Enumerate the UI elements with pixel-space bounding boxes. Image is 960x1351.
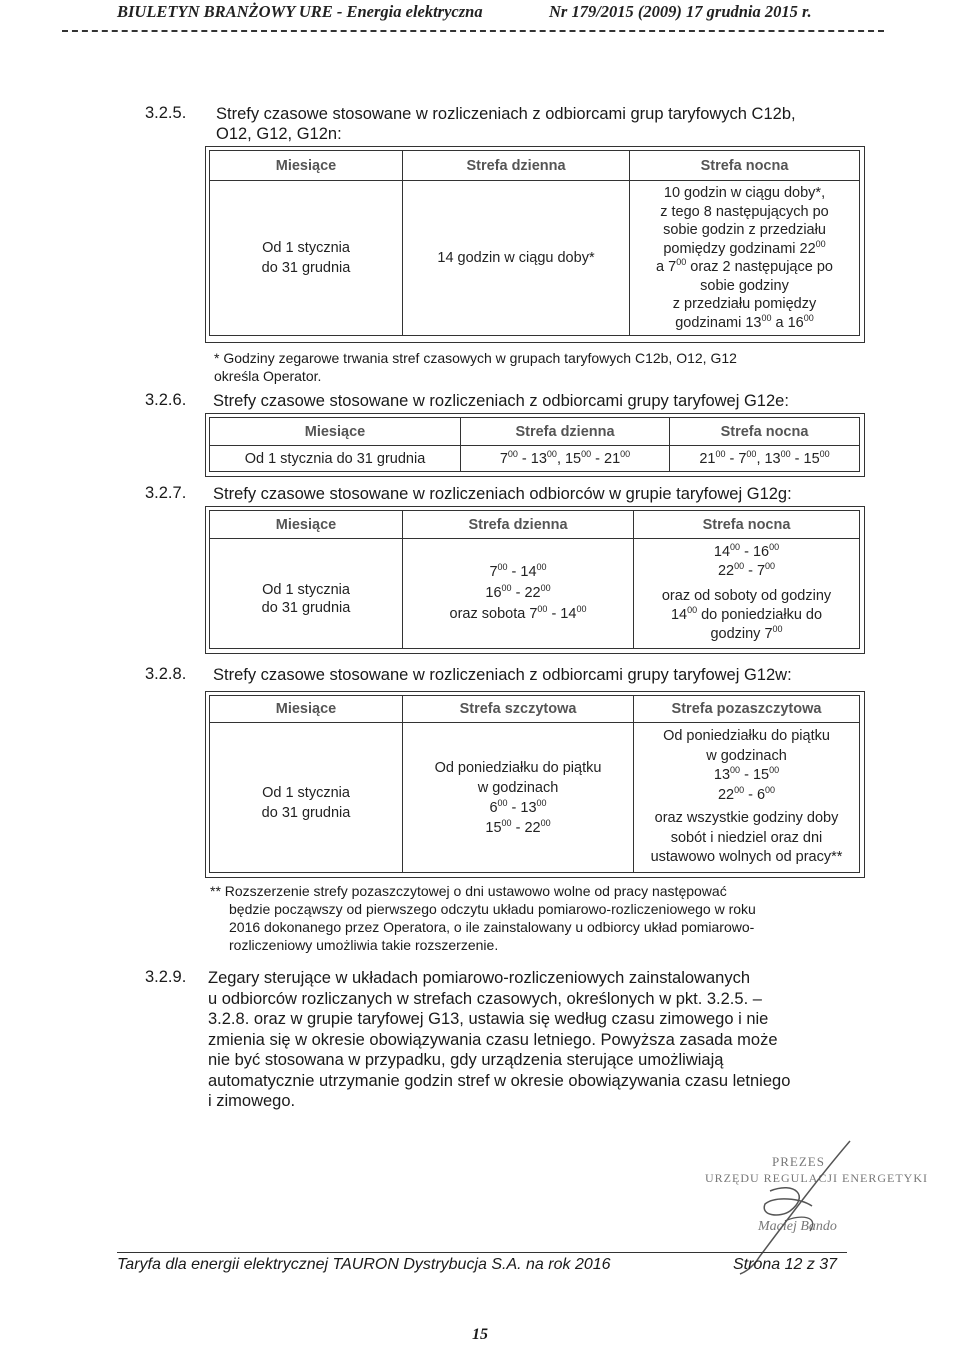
- header-day-zone: Strefa dzienna: [403, 151, 630, 181]
- section-number-328: 3.2.8.: [145, 665, 187, 683]
- stamp-office: URZĘDU REGULACJI ENERGETYKI: [705, 1171, 928, 1185]
- section-title-328: Strefy czasowe stosowane w rozliczeniach z odbiorcami grupy taryfowej G12w:: [213, 666, 792, 684]
- table-327: [209, 510, 860, 649]
- header-divider: [62, 30, 884, 32]
- night-zone-cell: $21^{00} - 7^{00}$, $13^{00} - 15^{00}$: [670, 446, 860, 472]
- night-zone-cell: 10 godzin w ciągu doby*, z tego 8 następujących po sobie godzin z przedziału pomiędzy godzinami $22^{00}$ a $7^{00}$ oraz 2 następujące po sobie godziny z przedziału pomiędzy godzinami $13^{00}$ a $16^{00}$: [630, 181, 860, 336]
- header-day-zone: Strefa dzienna: [461, 418, 670, 446]
- section-number-327: 3.2.7.: [145, 484, 187, 502]
- offpeak-zone-cell: Od poniedziałku do piątku w godzinach $13^{00} - 15^{00}$ $22^{00} - 6^{00}$ oraz wszystkie godziny doby sobót i niedziel oraz dni ustawowo wolnych od pracy**: [634, 723, 860, 873]
- day-zone-cell: $7^{00} - 14^{00}$ $16^{00} - 22^{00}$ oraz sobota $7^{00} - 14^{00}$: [403, 539, 634, 649]
- signature-icon: [700, 1136, 880, 1276]
- section-body-329: Zegary sterujące w układach pomiarowo-rozliczeniowych zainstalowanych u odbiorców rozliczanych w strefach czasowych, określonych w pkt. 3.2.5. – 3.2.8. oraz w grupie taryfowej G13, ustawia się według czasu zimowego i nie zmienia się w okresie obowiązywania czasu letniego. Powyższa zasada może nie być stosowana w przypadku, gdy urządzenia sterujące umożliwiają automatycznie utrzymanie godzin stref w okresie obowiązywania czasu letniego i zimowego.: [208, 969, 791, 1110]
- header-day-zone: Strefa dzienna: [403, 511, 634, 539]
- bulletin-title: BIULETYN BRANŻOWY URE - Energia elektryczna: [117, 2, 483, 21]
- table-325: [209, 150, 860, 336]
- header-months: Miesiące: [210, 511, 403, 539]
- months-cell: Od 1 stycznia do 31 grudnia: [210, 723, 403, 873]
- table-326: [209, 417, 860, 472]
- footnote-328: ** Rozszerzenie strefy pozaszczytowej o dni ustawowo wolne od pracy następować będzie począwszy od pierwszego odczytu układu pomiarowo-rozliczeniowego w roku 2016 dokonanego przez Operatora, o ile zainstalowany u odbiorcy układ pomiarowo- rozliczeniowy umożliwia takie rozszerzenie.: [210, 883, 756, 953]
- header-offpeak-zone: Strefa pozaszczytowa: [634, 696, 860, 723]
- header-night-zone: Strefa nocna: [634, 511, 860, 539]
- table-328: [209, 695, 860, 873]
- section-title-325: Strefy czasowe stosowane w rozliczeniach z odbiorcami grup taryfowych C12b, O12, G12, G12n:: [216, 105, 796, 143]
- stamp-name: Maciej Bando: [758, 1219, 837, 1234]
- header-months: Miesiące: [210, 418, 461, 446]
- stamp-title: PREZES: [772, 1154, 825, 1169]
- footer-tariff-title: Taryfa dla energii elektrycznej TAURON Dystrybucja S.A. na rok 2016: [117, 1256, 611, 1273]
- months-cell: Od 1 stycznia do 31 grudnia: [210, 446, 461, 472]
- header-night-zone: Strefa nocna: [670, 418, 860, 446]
- day-zone-cell: $7^{00} - 13^{00}$, $15^{00} - 21^{00}$: [461, 446, 670, 472]
- header-peak-zone: Strefa szczytowa: [403, 696, 634, 723]
- night-zone-cell: $14^{00} - 16^{00}$ $22^{00} - 7^{00}$ oraz od soboty od godziny $14^{00}$ do poniedziałku do godziny $7^{00}$: [634, 539, 860, 649]
- header-months: Miesiące: [210, 151, 403, 181]
- section-number-326: 3.2.6.: [145, 391, 187, 409]
- footer-divider: [117, 1252, 847, 1253]
- header-night-zone: Strefa nocna: [630, 151, 860, 181]
- page-number: 15: [472, 1326, 488, 1343]
- peak-zone-cell: Od poniedziałku do piątku w godzinach $6^{00} - 13^{00}$ $15^{00} - 22^{00}$: [403, 723, 634, 873]
- section-number-329: 3.2.9.: [145, 968, 187, 986]
- bulletin-issue: Nr 179/2015 (2009) 17 grudnia 2015 r.: [549, 2, 812, 21]
- day-zone-cell: 14 godzin w ciągu doby*: [403, 181, 630, 336]
- footnote-325: * Godziny zegarowe trwania stref czasowych w grupach taryfowych C12b, O12, G12 określa Operator.: [214, 350, 737, 384]
- header-months: Miesiące: [210, 696, 403, 723]
- section-number-325: 3.2.5.: [145, 104, 187, 122]
- section-title-326: Strefy czasowe stosowane w rozliczeniach z odbiorcami grupy taryfowej G12e:: [213, 392, 789, 410]
- section-title-327: Strefy czasowe stosowane w rozliczeniach odbiorców w grupie taryfowej G12g:: [213, 485, 792, 503]
- months-cell: Od 1 stycznia do 31 grudnia: [210, 181, 403, 336]
- months-cell: Od 1 stycznia do 31 grudnia: [210, 539, 403, 649]
- footer-page-info: Strona 12 z 37: [733, 1256, 838, 1273]
